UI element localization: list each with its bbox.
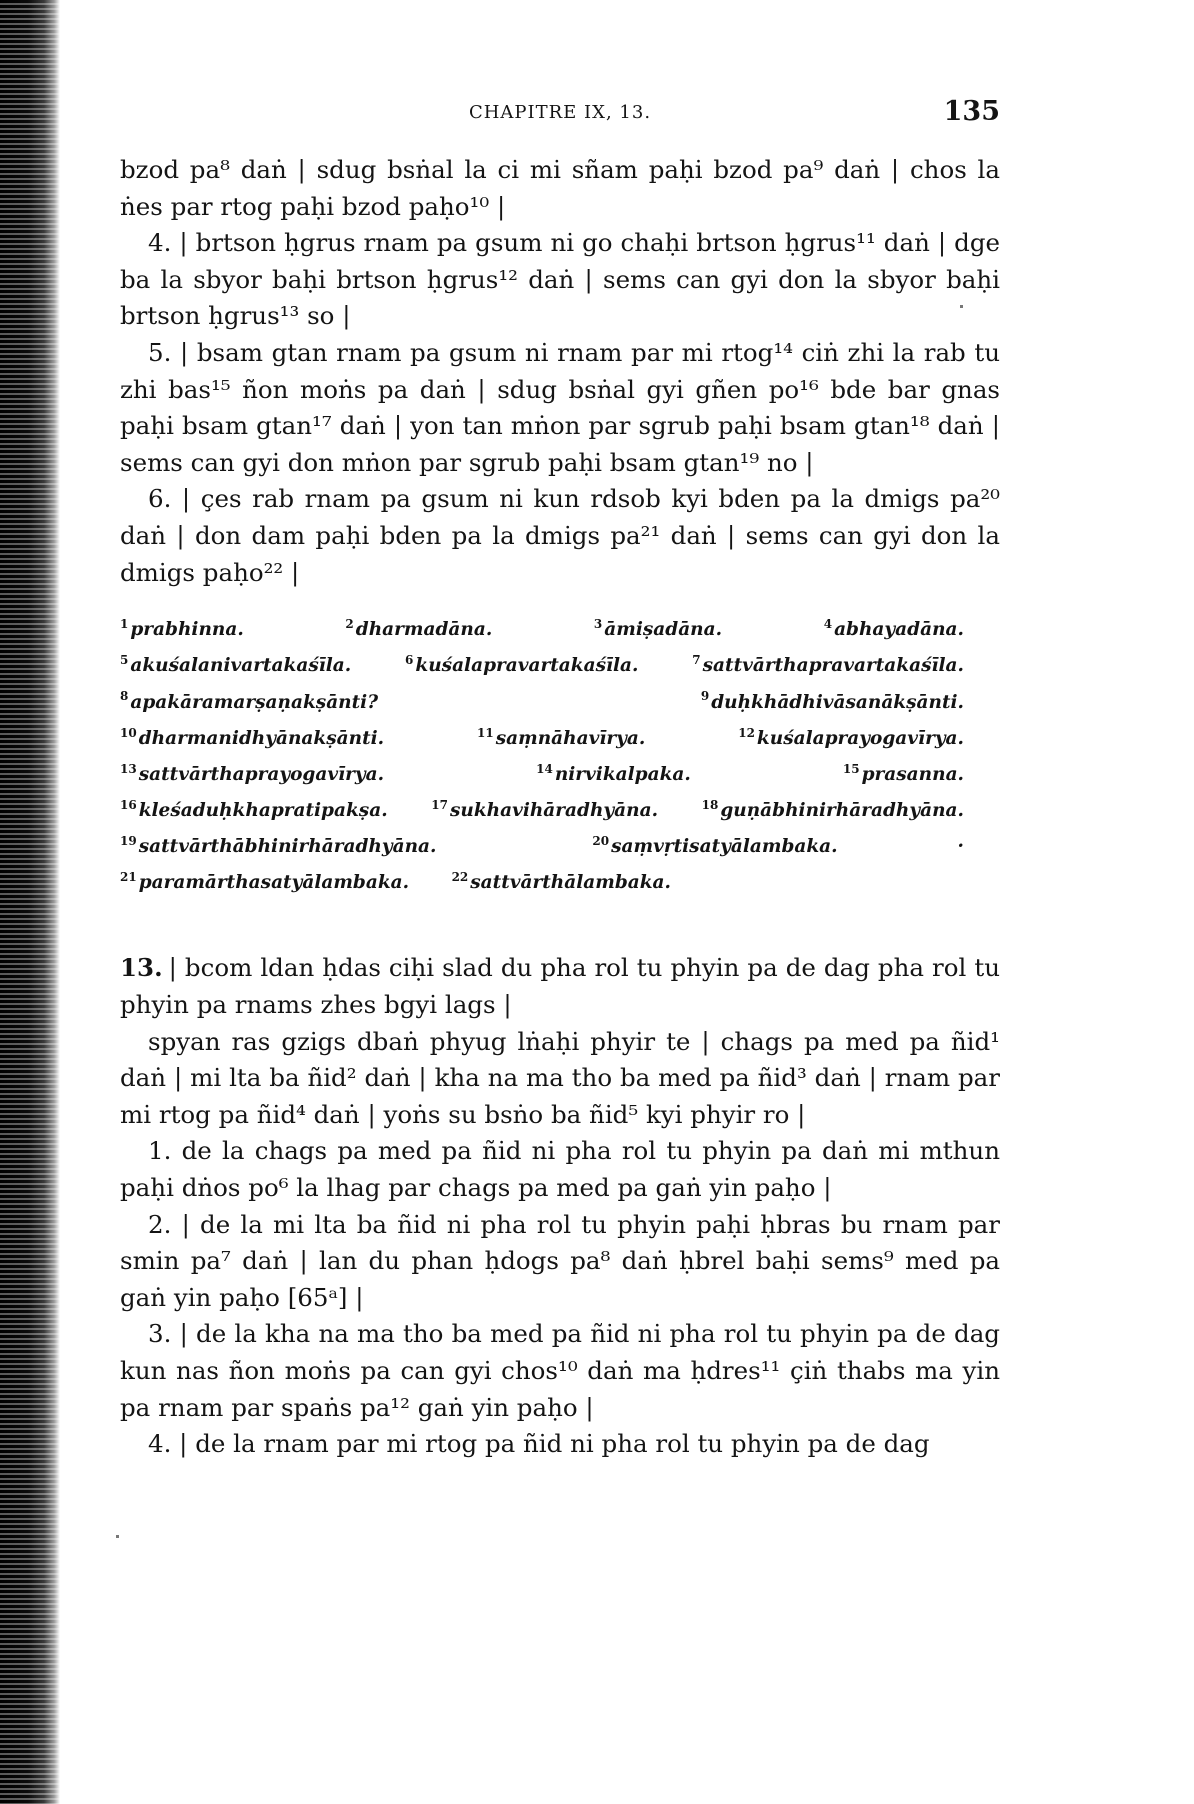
footnote-text: prasanna.: [861, 763, 964, 785]
footnote-number: 2: [345, 617, 354, 632]
section-paragraph: 1. de la chags pa med pa ñid ni pha rol tu phyin pa daṅ mi mthun paḥi dṅos po⁶ la lhag par chags pa med pa gaṅ yin paḥo |: [120, 1136, 1000, 1202]
footnote-number: 7: [692, 653, 701, 668]
footnote: [592, 836, 964, 857]
footnote-number: 6: [405, 653, 414, 668]
footnote-text: dharmadāna.: [355, 619, 493, 641]
footnote-number: 17: [431, 797, 448, 812]
footnote: [120, 655, 351, 676]
footnote-number: 3: [593, 617, 603, 632]
footnote-number: 14: [536, 761, 553, 776]
footnote-text: akuśalanivartakaśīla.: [130, 655, 352, 677]
paragraph-item-4: 4. | brtson ḥgrus rnam pa gsum ni go chaḥi brtson ḥgrus¹¹ daṅ | dge ba la sbyor baḥi brtson ḥgrus¹² daṅ | sems can gyi don la sbyor baḥi brtson ḥgrus¹³ so |: [120, 228, 1000, 331]
footnote-text: nirvikalpaka.: [554, 763, 691, 785]
footnote-number: 8: [120, 689, 129, 704]
footnote: [536, 761, 691, 785]
footnote-text: kleśaduḥkhapratipakṣa.: [138, 800, 388, 822]
section-first-paragraph: | bcom ldan ḥdas ciḥi slad du pha rol tu phyin pa de dag pha rol tu phyin pa rnams zhes bgyi lags |: [120, 953, 1000, 1019]
footnote-number: 19: [120, 834, 137, 849]
footnote-text: āmiṣadāna.: [604, 619, 723, 641]
footnote: [477, 725, 646, 749]
section-heading-paragraph: [120, 950, 1000, 1023]
footnote: [594, 619, 722, 640]
footnotes: [120, 609, 1000, 898]
footnote-text: sattvārthaprayogavīrya.: [138, 763, 385, 785]
footnote-number: 15: [842, 761, 860, 776]
footnote-text: abhayadāna.: [834, 619, 964, 641]
footnote-text: saṃvṛtisatyālambaka. ·: [611, 836, 964, 858]
footnote: [452, 872, 671, 893]
footnote-text: dharmanidhyānakṣānti.: [138, 727, 385, 749]
footnote: [701, 797, 964, 822]
footnote: [120, 689, 379, 713]
footnote-number: 1: [120, 617, 129, 632]
footnote: [700, 689, 964, 713]
top-text-block: [120, 152, 1000, 591]
book-binding-edge: [0, 0, 60, 1804]
footnote-number: 9: [700, 689, 710, 704]
footnote-number: 4: [823, 617, 833, 632]
footnote-text: prabhinna.: [130, 619, 244, 641]
section-paragraph: spyan ras gzigs dbaṅ phyug lṅaḥi phyir te | chags pa med pa ñid¹ daṅ | mi lta ba ñid² daṅ | kha na ma tho ba med pa ñid³ daṅ | rnam par mi rtog pa ñid⁴ daṅ | yoṅs su bsṅo ba ñid⁵ kyi phyir ro |: [120, 1026, 1000, 1129]
footnote-number: 18: [701, 797, 719, 812]
footnote: [842, 761, 964, 785]
footnote-text: paramārthasatyālambaka.: [138, 872, 410, 894]
page-number: 135: [943, 96, 1000, 127]
footnote-text: sattvārthālambaka.: [470, 872, 671, 894]
footnote: [692, 655, 964, 676]
book-page: [120, 96, 1000, 1463]
paragraph-item-6: 6. | çes rab rnam pa gsum ni kun rdsob kyi bden pa la dmigs pa²⁰ daṅ | don dam paḥi bden pa la dmigs pa²¹ daṅ | sems can gyi don la dmigs paḥo²² |: [120, 484, 1000, 587]
footnote-number: 21: [120, 870, 137, 885]
margin-speck-lower: [116, 1535, 119, 1538]
footnote: [824, 619, 964, 640]
footnote: [738, 725, 964, 749]
footnote-text: kuśalaprayogavīrya.: [756, 727, 964, 749]
footnote: [120, 725, 385, 749]
section-paragraph: 2. | de la mi lta ba ñid ni pha rol tu phyin paḥi ḥbras bu rnam par smin pa⁷ daṅ | lan du phan ḥdogs pa⁸ daṅ ḥbrel baḥi sems⁹ med pa gaṅ yin paḥo [65ᵃ] |: [120, 1209, 1000, 1312]
footnote-text: guṇābhinirhāradhyāna.: [720, 800, 964, 822]
page-header: [120, 96, 1000, 132]
footnote: [120, 872, 409, 893]
paragraph-continuation: bzod pa⁸ daṅ | sdug bsṅal la ci mi sñam paḥi bzod pa⁹ daṅ | chos la ṅes par rtog paḥi bzod paḥo¹⁰ |: [120, 155, 1000, 221]
footnote-number: 16: [120, 797, 137, 812]
footnote: [345, 619, 492, 640]
footnote: [120, 836, 436, 857]
section-13: [120, 950, 1000, 1462]
footnote-number: 22: [451, 870, 469, 885]
section-number: 13.: [120, 953, 163, 983]
footnote-number: 10: [120, 725, 137, 740]
paragraph-item-5: 5. | bsam gtan rnam pa gsum ni rnam par mi rtog¹⁴ ciṅ zhi la rab tu zhi bas¹⁵ ñon moṅs pa daṅ | sdug bsṅal gyi gñen po¹⁶ bde bar gnas paḥi bsam gtan¹⁷ daṅ | yon tan mṅon par sgrub paḥi bsam gtan¹⁸ daṅ | sems can gyi don mṅon par sgrub paḥi bsam gtan¹⁹ no |: [120, 337, 1000, 477]
footnote-number: 11: [477, 725, 494, 740]
footnote-text: kuśalapravartakaśīla.: [415, 655, 639, 677]
running-head: CHAPITRE IX, 13.: [468, 102, 652, 123]
footnote-number: 5: [120, 653, 129, 668]
footnote: [405, 655, 638, 676]
footnote-number: 20: [592, 834, 610, 849]
footnote-text: sukhavihāradhyāna.: [449, 800, 659, 822]
footnote-number: 13: [120, 761, 137, 776]
footnote-text: saṃnāhavīrya.: [495, 727, 646, 749]
footnote: [120, 761, 385, 785]
footnote: [431, 797, 659, 822]
footnote: [120, 797, 388, 822]
footnote-text: sattvārthapravartakaśīla.: [702, 655, 964, 677]
footnote-number: 12: [738, 725, 755, 740]
footnote-text: sattvārthābhinirhāradhyāna.: [138, 836, 437, 858]
section-paragraph: 4. | de la rnam par mi rtog pa ñid ni pha rol tu phyin pa de dag: [148, 1429, 930, 1459]
footnote-text: duḥkhādhivāsanākṣānti.: [711, 691, 964, 713]
footnote: [120, 619, 244, 640]
section-paragraph: 3. | de la kha na ma tho ba med pa ñid ni pha rol tu phyin pa de dag kun nas ñon moṅs pa can gyi chos¹⁰ daṅ ma ḥdres¹¹ çiṅ thabs ma yin pa rnam par spaṅs pa¹² gaṅ yin paḥo |: [120, 1319, 1000, 1422]
footnote-text: apakāramarṣaṇakṣānti?: [130, 691, 379, 713]
